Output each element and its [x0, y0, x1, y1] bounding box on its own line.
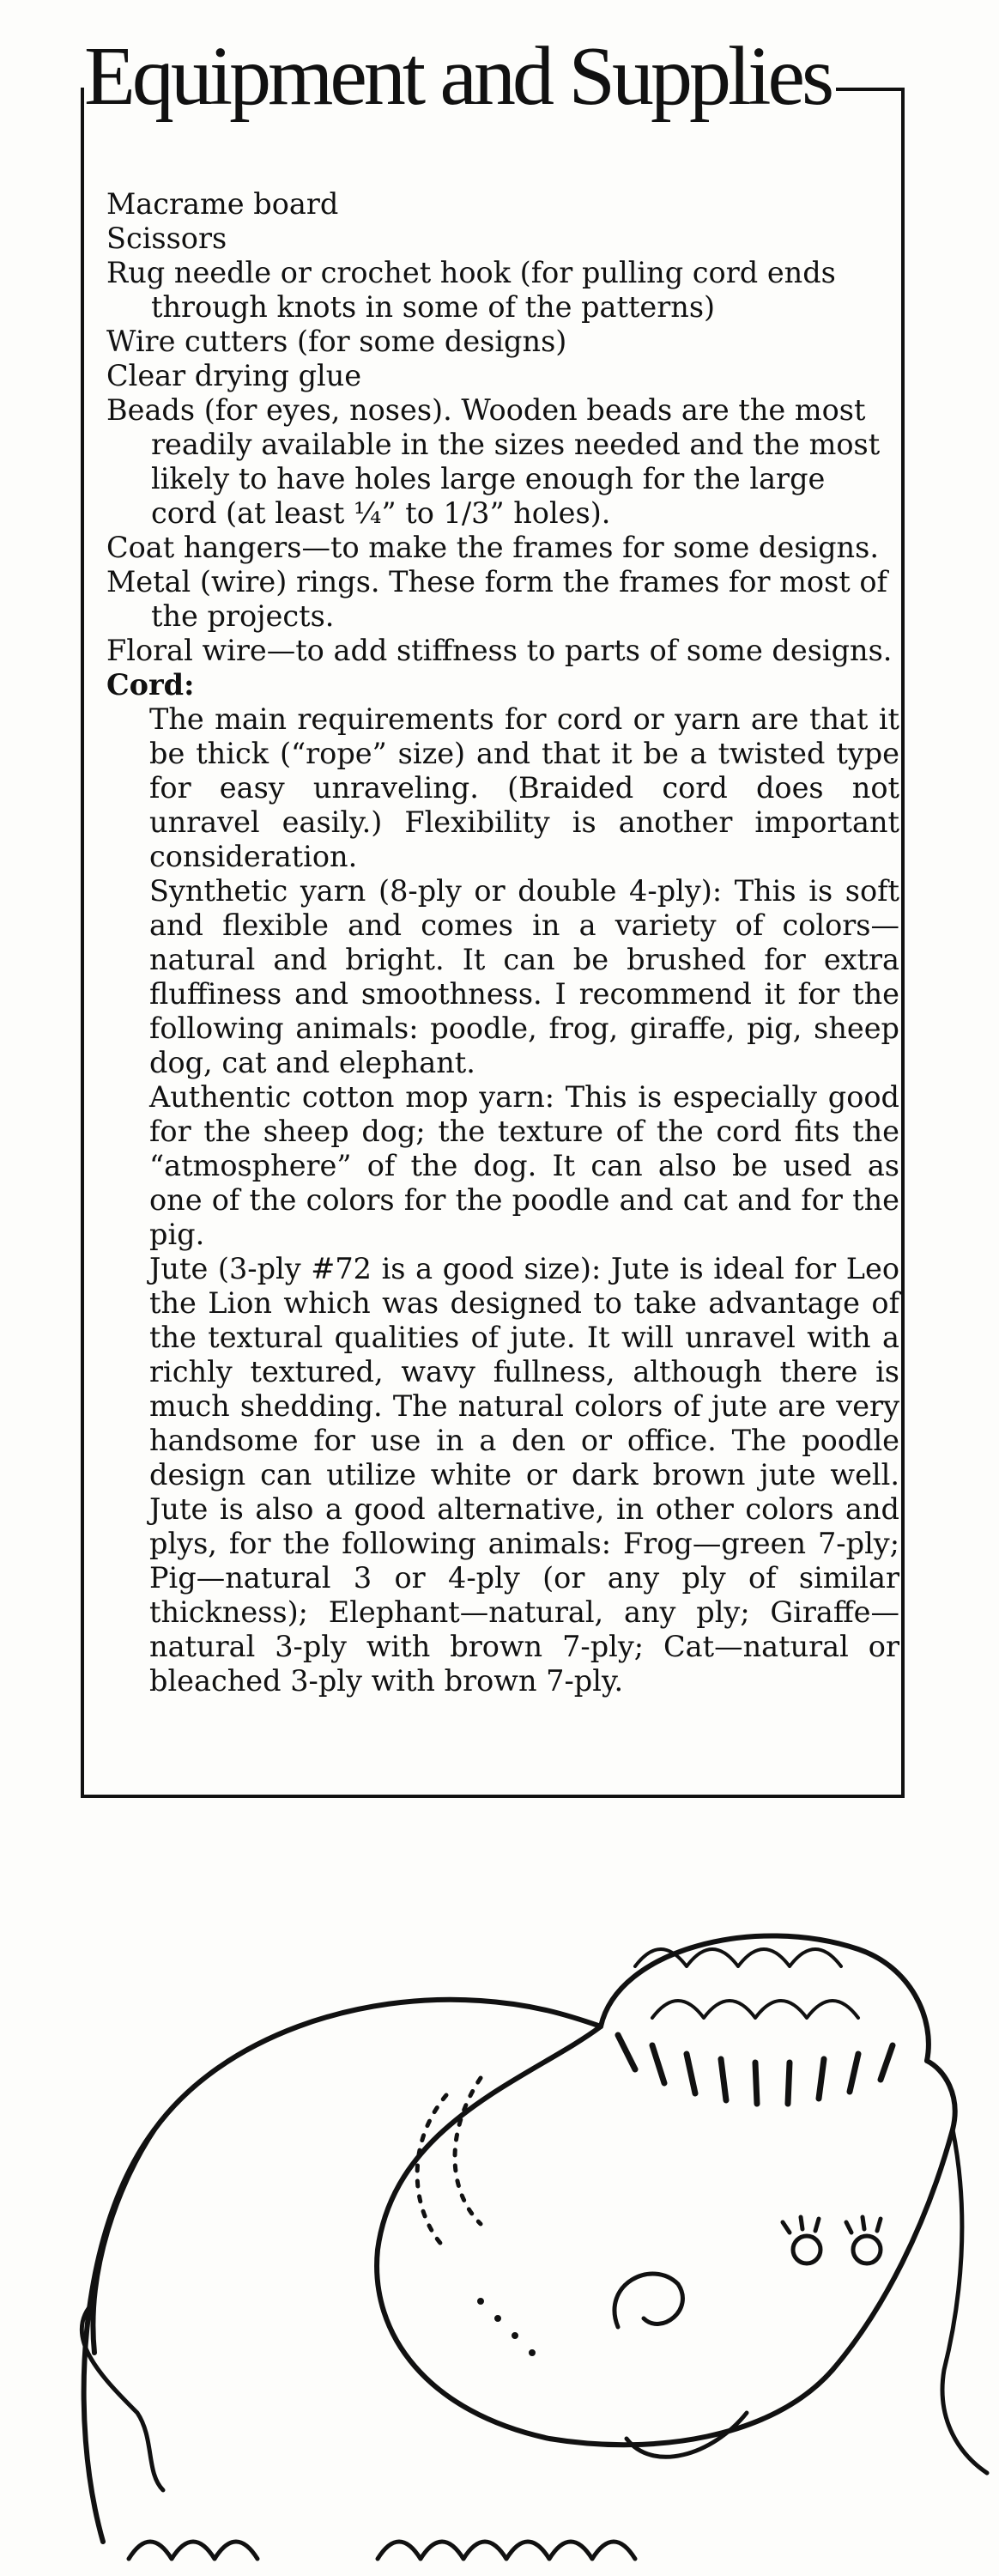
supply-item: Macrame board: [106, 187, 339, 221]
supply-item: Coat hangers—to make the frames for some designs.: [106, 531, 879, 564]
elephant-back: [93, 2129, 154, 2353]
elephant-trunk: [942, 2129, 987, 2473]
ear-dots: [455, 2078, 481, 2224]
hat-fringe: [618, 2035, 893, 2104]
supply-item: Scissors: [106, 222, 227, 255]
supply-item: Clear drying glue: [106, 359, 362, 392]
hat-scallops: [635, 1949, 858, 2018]
elephant-cheek-swirl: [615, 2274, 682, 2327]
cord-paragraph: Synthetic yarn (8-ply or double 4-ply): This is soft and flexible and comes in a variety of colors—natural and bright. It can be brushed for extra fluffiness and smoothness. I recommend it for the following animals: poodle, frog, giraffe, pig, sheep dog, cat and elephant.: [149, 874, 899, 1079]
supply-item: Floral wire—to add stiffness to parts of some designs.: [106, 634, 893, 667]
supplies-text: [106, 187, 899, 1698]
body-dots: [481, 2301, 532, 2353]
ear-dots: [417, 2095, 446, 2250]
elephant-feet: [129, 2542, 635, 2559]
supply-item: Metal (wire) rings. These form the frames for most of the projects.: [106, 565, 887, 633]
elephant-hat: [601, 1935, 929, 2061]
cord-paragraph: The main requirements for cord or yarn are that it be thick (“rope” size) and that it be a twisted type for easy unraveling. (Braided cord does not unravel easily.) Flexibility is another important consideration.: [149, 702, 899, 873]
supply-item: Beads (for eyes, noses). Wooden beads are the most readily available in the sizes needed and the most likely to have holes large enough for the large cord (at least ¼” to 1/3” holes).: [106, 393, 881, 530]
elephant-tusk: [627, 2413, 747, 2457]
supply-item: Wire cutters (for some designs): [106, 325, 567, 358]
cord-paragraph: Jute (3-ply #72 is a good size): Jute is ideal for Leo the Lion which was designed to take advantage of the textural qualities of jute. It will unravel with a richly textured, wavy fullness, although there is much shedding. The natural colors of jute are very handsome for use in a den or office. The poodle design can utilize white or dark brown jute well. Jute is also a good alternative, in other colors and plys, for the following animals: Frog—green 7-ply; Pig—natural 3 or 4-ply (or any ply of similar thickness); Elephant—natural, any ply; Giraffe—natural 3-ply with brown 7-ply; Cat—natural or bleached 3-ply with brown 7-ply.: [149, 1252, 899, 1698]
elephant-body: [84, 2000, 601, 2542]
elephant-eyes: [783, 2217, 881, 2263]
supply-item: Rug needle or crochet hook (for pulling cord ends through knots in some of the patterns): [106, 256, 836, 324]
cord-heading: Cord:: [106, 668, 195, 702]
cord-section: [106, 702, 899, 1698]
cord-paragraph: Authentic cotton mop yarn: This is especially good for the sheep dog; the texture of the cord fits the “atmosphere” of the dog. It can also be used as one of the colors for the poodle and cat and for the pig.: [149, 1080, 899, 1251]
page-title: Equipment and Supplies: [84, 34, 836, 118]
elephant-illustration: [0, 1820, 999, 2576]
